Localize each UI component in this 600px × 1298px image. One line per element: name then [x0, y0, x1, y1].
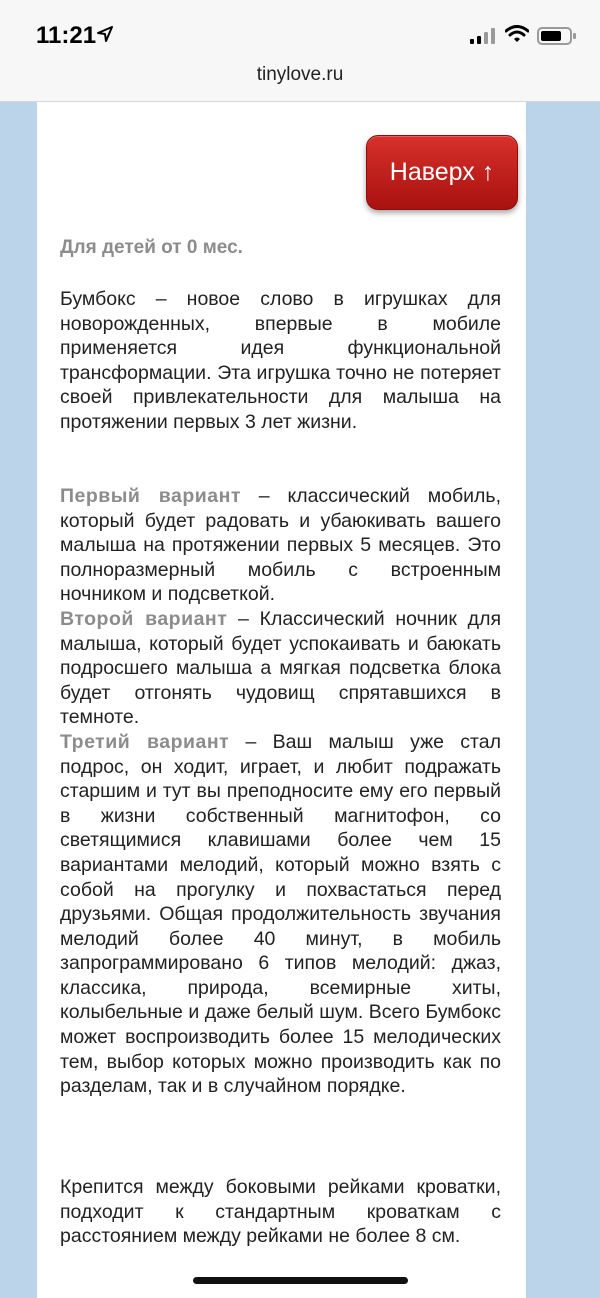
variant3-text: – Ваш малыш уже стал подрос, он ходит, играет, и любит подражать старшим и тут вы преподносите ему его первый в жизни собственный магнитофон, со светящимися клавишами более чем 15 вариантами мелодий, который можно взять с собой на прогулку и похвастаться перед друзьями. Общая продолжительность звучания мелодий более 40 минут, в мобиль запрограммировано 6 типов мелодий: джаз, классика, природа, всемирные хиты, колыбельные и даже белый шум. Всего Бумбокс может воспроизводить более 15 мелодических тем, выбор которых можно производить как по разделам, так и в случайном порядке. [60, 730, 501, 1098]
battery-icon [537, 27, 577, 45]
variant1-label: Первый вариант [60, 485, 241, 507]
url-text[interactable]: tinylove.ru [256, 64, 344, 85]
location-arrow-icon [97, 26, 113, 42]
age-label: Для детей от 0 мес. [60, 237, 243, 258]
back-to-top-button[interactable]: Наверх ↑ [366, 135, 518, 210]
cellular-signal-icon [470, 28, 496, 44]
variant2-text: – Классический ночник для малыша, который будет успокаивать и баюкать подросшего малыша а мягкая подсветка блока будет отгонять чудовищ спрятавшихся в темноте. [60, 607, 502, 729]
status-bar [0, 0, 600, 58]
mounting-paragraph: Крепится между боковыми рейками кроватки, подходит к стандартным кроваткам с расстоянием между рейками не более 8 см. [60, 1176, 501, 1248]
wifi-icon [505, 25, 529, 43]
variants-paragraph [60, 484, 501, 1099]
home-indicator[interactable] [193, 1277, 408, 1284]
variant1-text: – классический мобиль, который будет радовать и убаюкивать вашего малыша на протяжении первых 5 месяцев. Это полноразмерный мобиль с встроенным ночником и подсветкой. [60, 485, 501, 606]
intro-paragraph: Бумбокс – новое слово в игрушках для новорожденных, впервые в мобиле применяется идея функциональной трансформации. Эта игрушка точно не потеряет своей привлекательности для малыша на протяжении первых 3 лет жизни. [60, 288, 501, 433]
variant2-label: Второй вариант [60, 607, 228, 630]
status-time: 11:21 [36, 22, 97, 49]
variant3-label: Третий вариант [60, 730, 230, 753]
browser-address-bar[interactable] [0, 58, 600, 102]
